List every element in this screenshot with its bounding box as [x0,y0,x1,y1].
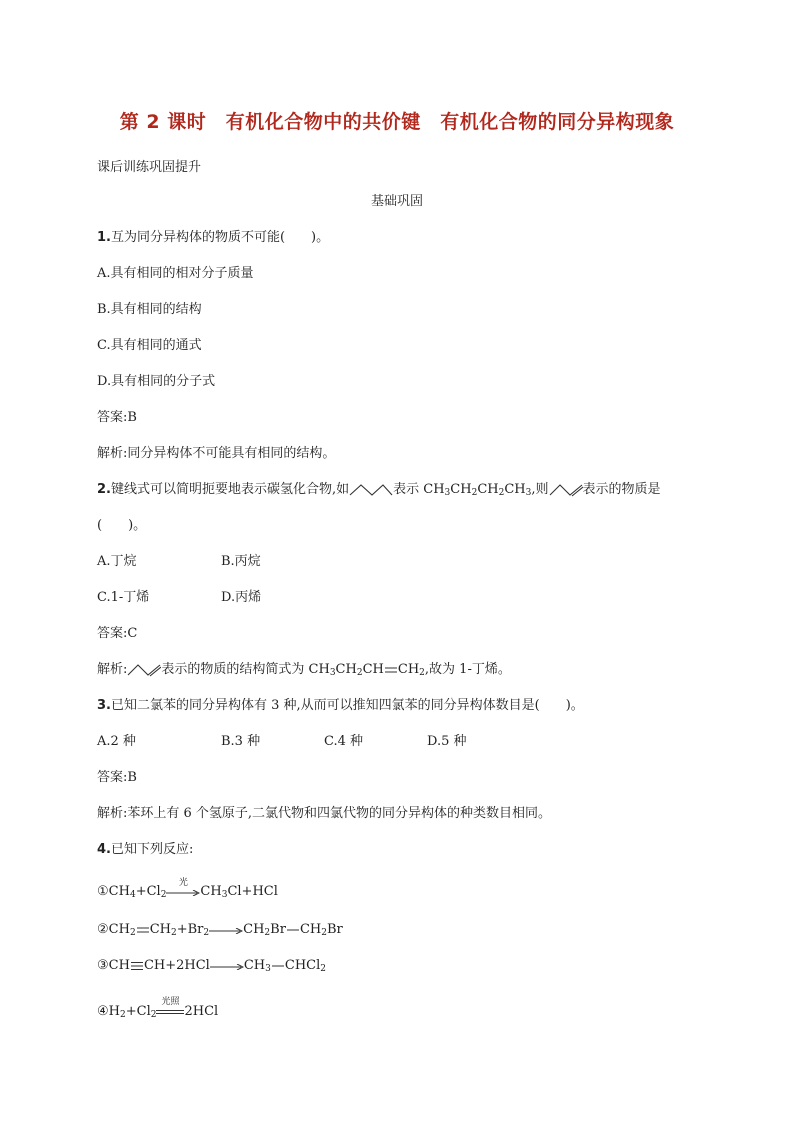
question-2: 2.键线式可以简明扼要地表示碳氢化合物,如 表示 $CH_3CH_2CH_2CH_3$,则 表示的物质是 [97,482,661,498]
reaction-text: +Br [176,922,204,937]
option-a: A.具有相同的相对分子质量 [97,266,254,281]
reaction-text: ②CH [97,922,130,937]
formula-text: 表示 CH [393,482,445,497]
reaction-arrow [210,960,244,972]
reaction-2: $②CH_2$ $CH_2+Br_2$ $CH_2Br$ $CH_2Br$ [97,922,343,938]
analysis-text: ,故为 1-丁烯。 [424,662,511,677]
options-row-2 [97,586,261,605]
option-c: C.1-丁烯 [97,590,150,605]
page-title: 第 2 课时 有机化合物中的共价键 有机化合物的同分异构现象 [119,111,675,133]
question-stem: 已知二氯苯的同分异构体有 3 种,从而可以推知四氯苯的同分异构体数目是( )。 [110,698,584,713]
reaction-arrow [209,924,243,936]
option-d: D.丙烯 [221,590,262,605]
question-number: 1. [97,230,111,245]
option-c: C.4 种 [324,734,364,749]
reaction-condition: 光照 [161,996,180,1007]
single-bond [286,926,300,934]
formula-text: CH [477,482,499,497]
reaction-text: ①CH [97,884,130,899]
answer: 答案:B [97,410,137,425]
single-bond [271,962,285,970]
question-stem: 互为同分异构体的物质不可能( )。 [110,230,330,245]
analysis-label: 解析: [97,662,128,677]
analysis: 解析:苯环上有 6 个氢原子,二氯代物和四氯代物的同分异构体的种类数目相同。 [97,806,552,821]
reaction-text: CH [243,958,266,973]
option-a: A.2 种 [97,734,136,749]
reaction-text: +Cl [135,884,161,899]
reaction-text: Cl+HCl [227,884,278,899]
formula-text: CH [504,482,526,497]
reaction-text: ③CH [97,958,130,973]
option-a: A.丁烷 [97,554,137,569]
options-row-1 [97,550,261,569]
question-stem: 键线式可以简明扼要地表示碳氢化合物,如 [110,482,350,497]
reaction-condition: 光 [178,877,188,888]
reaction-4: $④H_2+Cl_2$ 光照 2HCl [97,1004,218,1020]
question-number: 2. [97,482,111,497]
reaction-text: ④H [97,1004,120,1019]
double-bond [136,926,150,934]
triple-bond [130,961,144,971]
option-b: B.丙烷 [221,554,261,569]
butene-skeletal-formula [127,663,161,677]
option-b: B.具有相同的结构 [97,302,202,317]
question-2-continued: ( )。 [97,518,147,533]
double-bond [384,666,398,674]
analysis-text: 表示的物质的结构简式为 CH [161,662,330,677]
formula-text: CH [450,482,472,497]
question-4 [97,838,193,857]
section-heading: 基础巩固 [370,194,423,209]
reaction-arrow [166,877,200,898]
equilibrium-sign [156,996,184,1018]
option-b: B.3 种 [221,734,261,749]
reaction-1: $①CH_4+Cl_2$ 光 $CH_3Cl+HCl$ [97,884,278,900]
question-number: 4. [97,842,111,857]
formula-text: CH [397,662,420,677]
reaction-text: CH [243,922,265,937]
formula-text: ,则 [531,482,549,497]
question-stem: 已知下列反应: [110,842,194,857]
analysis: 解析:同分异构体不可能具有相同的结构。 [97,446,336,461]
butane-skeletal-formula [349,483,393,497]
subtitle: 课后训练巩固提升 [97,160,202,175]
answer: 答案:C [97,626,138,641]
option-d: D.5 种 [427,734,467,749]
reaction-text: CH+2HCl [143,958,210,973]
reaction-3: ③CH CH+2HCl $CH_3$ CHCl$_2$ [97,958,326,974]
reaction-text: +Cl [125,1004,151,1019]
reaction-text: Br [270,922,286,937]
analysis: 解析: 表示的物质的结构简式为 $CH_3CH_2CH$ $CH_2$,故为 1-丁烯。 [97,662,511,678]
formula-text: CH [362,662,384,677]
question-1 [97,226,329,245]
reaction-text: CHCl [284,958,321,973]
question-3 [97,694,584,713]
reaction-text: CH [149,922,171,937]
options-row [97,730,467,749]
reaction-text: CH [200,884,222,899]
butene-skeletal-formula [549,483,583,497]
question-number: 3. [97,698,111,713]
formula-text: CH [335,662,357,677]
option-c: C.具有相同的通式 [97,338,202,353]
option-d: D.具有相同的分子式 [97,374,216,389]
question-stem: 表示的物质是 [582,482,661,497]
reaction-text: Br [326,922,343,937]
answer: 答案:B [97,770,137,785]
reaction-text: 2HCl [184,1004,219,1019]
reaction-text: CH [299,922,322,937]
